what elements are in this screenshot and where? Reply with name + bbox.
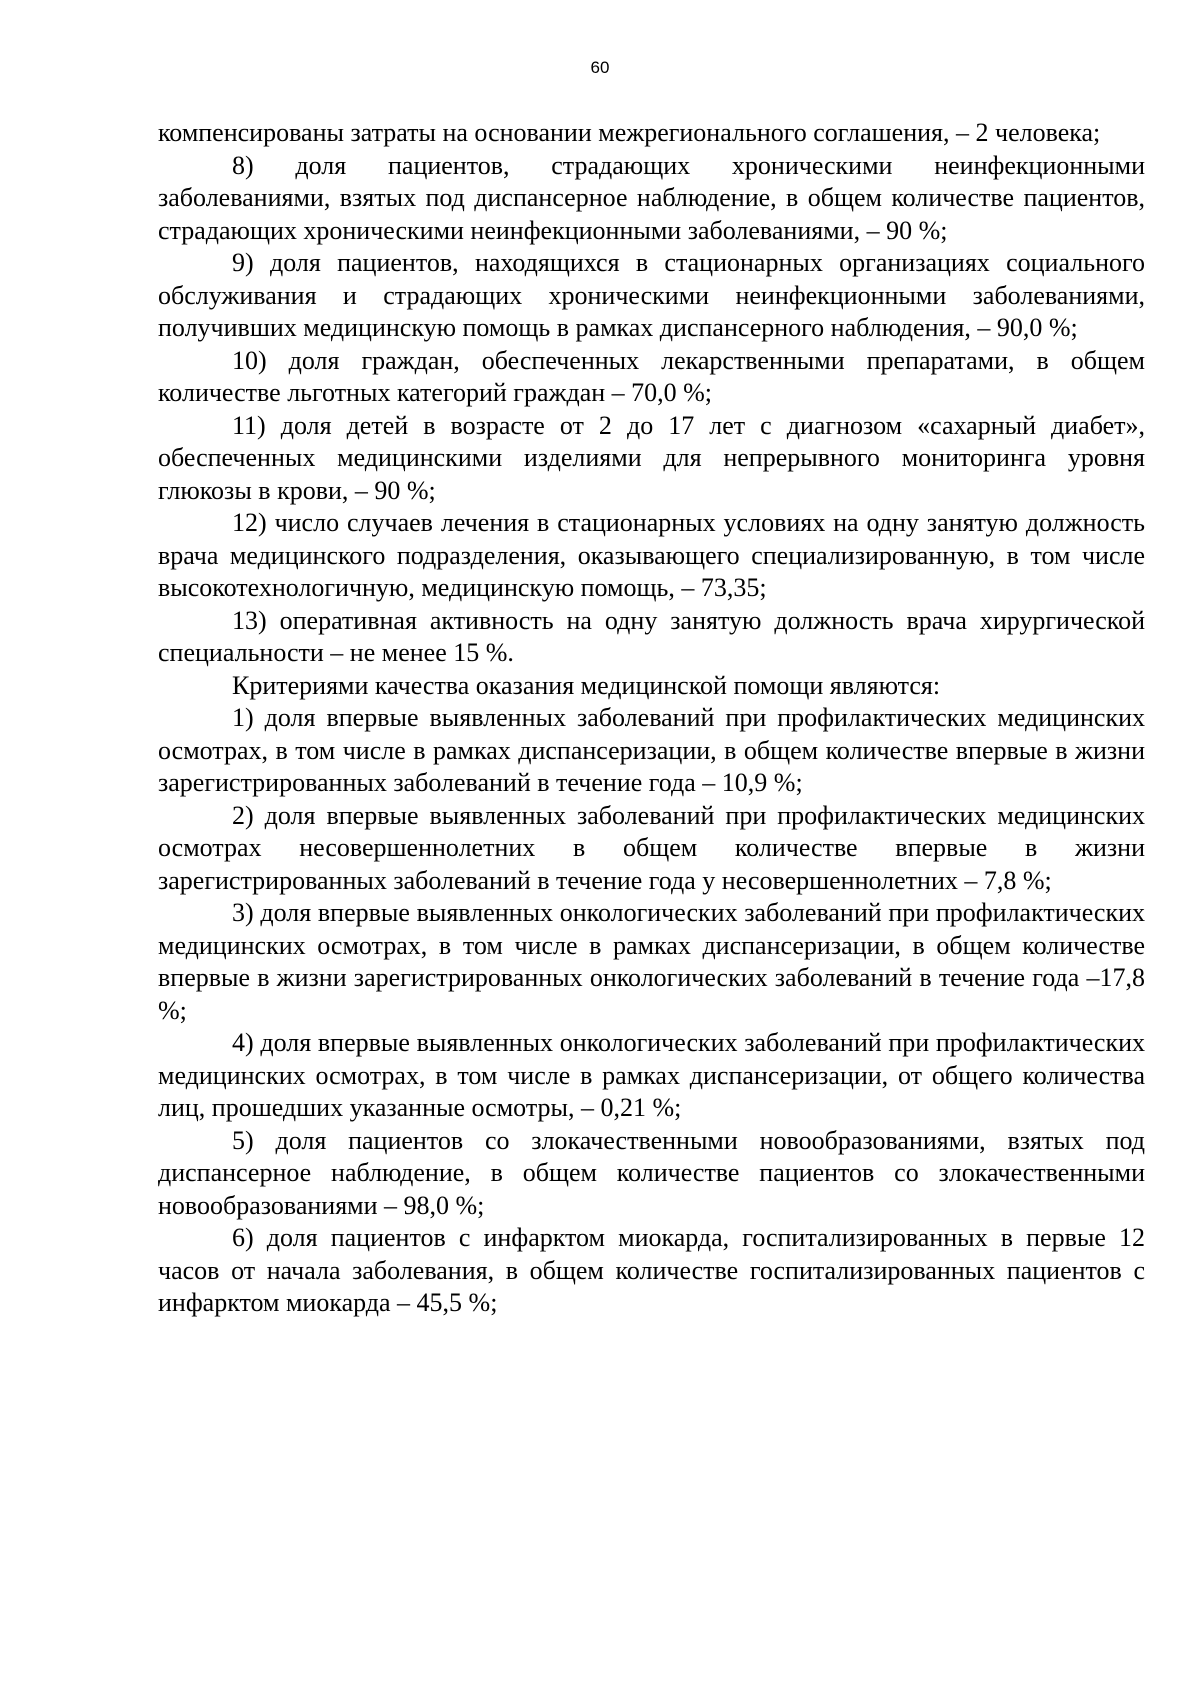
paragraph-item-13: 13) оперативная активность на одну занятую должность врача хирургической специальности – не менее 15 %. bbox=[158, 605, 1145, 667]
paragraph-item-8: 8) доля пациентов, страдающих хроническими неинфекционными заболеваниями, взятых под диспансерное наблюдение, в общем количестве пациентов, страдающих хроническими неинфекционными заболеваниями, – 90 %; bbox=[158, 150, 1145, 245]
paragraph-continuation: компенсированы затраты на основании межрегионального соглашения, – 2 человека; bbox=[158, 118, 1101, 147]
paragraph-item-11: 11) доля детей в возрасте от 2 до 17 лет с диагнозом «сахарный диабет», обеспеченных медицинскими изделиями для непрерывного мониторинга уровня глюкозы в крови, – 90 %; bbox=[158, 410, 1145, 505]
criteria-item-4: 4) доля впервые выявленных онкологических заболеваний при профилактических медицинских осмотрах, в том числе в рамках диспансеризации, от общего количества лиц, прошедших указанные осмотры, – 0,21 %; bbox=[158, 1028, 1145, 1122]
paragraph-item-9: 9) доля пациентов, находящихся в стационарных организациях социального обслуживания и страдающих хроническими неинфекционными заболеваниями, получивших медицинскую помощь в рамках диспансерного наблюдения, – 90,0 %; bbox=[158, 248, 1145, 342]
paragraph-item-10: 10) доля граждан, обеспеченных лекарственными препаратами, в общем количестве льготных категорий граждан – 70,0 %; bbox=[158, 345, 1145, 407]
criteria-heading-paragraph: Критериями качества оказания медицинской помощи являются: bbox=[232, 670, 941, 700]
criteria-item-3: 3) доля впервые выявленных онкологических заболеваний при профилактических медицинских осмотрах, в том числе в рамках диспансеризации, в общем количестве впервые в жизни зарегистрированных онкологических заболеваний в течение года –17,8 %; bbox=[158, 898, 1145, 1025]
criteria-item-6: 6) доля пациентов с инфарктом миокарда, госпитализированных в первые 12 часов от начала заболевания, в общем количестве госпитализированных пациентов с инфарктом миокарда – 45,5 %; bbox=[158, 1223, 1145, 1317]
paragraph-item-12: 12) число случаев лечения в стационарных условиях на одну занятую должность врача медицинского подразделения, оказывающего специализированную, в том числе высокотехнологичную, медицинскую помощь, – 73,35; bbox=[158, 508, 1145, 602]
page-content bbox=[158, 117, 1145, 1320]
criteria-item-1: 1) доля впервые выявленных заболеваний при профилактических медицинских осмотрах, в том числе в рамках диспансеризации, в общем количестве впервые в жизни зарегистрированных заболеваний в течение года – 10,9 %; bbox=[158, 703, 1145, 797]
criteria-item-2: 2) доля впервые выявленных заболеваний при профилактических медицинских осмотрах несовершеннолетних в общем количестве впервые в жизни зарегистрированных заболеваний в течение года у несовершеннолетних – 7,8 %; bbox=[158, 800, 1145, 895]
criteria-item-5: 5) доля пациентов со злокачественными новообразованиями, взятых под диспансерное наблюдение, в общем количестве пациентов со злокачественными новообразованиями – 98,0 %; bbox=[158, 1125, 1145, 1220]
page-number: 60 bbox=[590, 58, 610, 77]
